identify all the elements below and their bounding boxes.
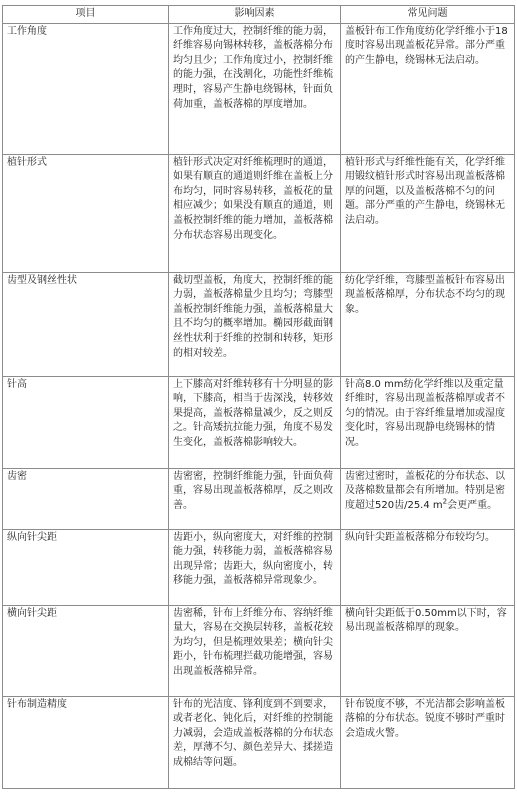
row-problem: 针布锐度不够，不光洁都会影响盖板落棉的分布状态。锐度不够时严重时会造成火警。 (341, 696, 515, 788)
row-item: 针布制造精度 (3, 696, 169, 788)
row-factor: 上下膝高对纤维转移有十分明显的影响，下膝高，相当于齿深浅，转移效果提高，盖板落棉量减少，反之则反之。针高矮抗拉能力强，角度不易发生变化，盖板落棉影响较大。 (169, 376, 341, 468)
row-item: 植针形式 (3, 154, 169, 272)
table-row (3, 154, 515, 272)
row-problem (341, 468, 515, 529)
row-problem-tail: 会更严重。 (447, 499, 498, 511)
row-problem: 植针形式与纤维性能有关，化学纤维用锻纹植针形式时容易出现盖板落棉厚的问题，以及盖板落棉不匀的问题。部分严重的产生静电，绕锡林无法启动。 (341, 154, 515, 272)
header-factors: 影响因素 (169, 6, 341, 24)
row-problem: 纺化学纤维，弯膝型盖板针布容易出现盖板落棉厚，分布状态不均匀的现象。 (341, 272, 515, 376)
row-factor: 截切型盖板，角度大，控制纤维的能力弱，盖板落棉量少且均匀；弯膝型盖板控制纤维能力强，盖板落棉量大且不均匀的概率增加。椭园形截面钢丝性状利于纤维的控制和转移，矩形的相对较差。 (169, 272, 341, 376)
row-item: 横向针尖距 (3, 605, 169, 696)
row-item: 纵向针尖距 (3, 529, 169, 605)
row-item: 针高 (3, 376, 169, 468)
row-item: 齿型及钢丝性状 (3, 272, 169, 376)
row-factor: 齿距小，纵向密度大，对纤维的控制能力强，转移能力弱，盖板落棉容易出现异常；齿距大，纵向密度小，转移能力强，盖板落棉异常现象少。 (169, 529, 341, 605)
row-problem-text: 齿密过密时，盖板花的分布状态、以及落棉数量都会有所增加。特别是密度超过520齿/25.4 m (345, 470, 505, 511)
row-problem: 盖板针布工作角度纺化学纤维小于18度时容易出现盖板花异常。部分严重的产生静电，绕锡林无法启动。 (341, 23, 515, 154)
superscript: 2 (442, 497, 448, 506)
row-factor: 齿密密，控制纤维能力强，针面负荷重，容易出现盖板落棉厚，反之则改善。 (169, 468, 341, 529)
row-problem: 纵向针尖距盖板落棉分布较均匀。 (341, 529, 515, 605)
table-header-row (3, 6, 515, 24)
table-row (3, 468, 515, 529)
table-row (3, 376, 515, 468)
table-row (3, 529, 515, 605)
row-item: 工作角度 (3, 23, 169, 154)
factor-problem-table (2, 5, 515, 789)
row-factor: 针布的光洁度、锋利度到不到要求，或者老化、钝化后，对纤维的控制能力减弱，会造成盖板落棉的分布状态差，厚薄不匀、颜色差异大、揉搓造成棉结等问题。 (169, 696, 341, 788)
table-row (3, 23, 515, 154)
row-factor: 工作角度过大，控制纤维的能力弱，纤维容易向锡林转移，盖板落棉分布均匀且少；工作角度过小，控制纤维的能力强，在浅割化，功能性纤维梳理时，容易产生静电绕锡林，针面负荷加重，盖板落棉的厚度增加。 (169, 23, 341, 154)
table-row (3, 696, 515, 788)
row-factor: 齿密稀，针布上纤维分布、容纳纤维量大，容易在交换层转移，盖板花较为均匀，但是梳理效果差；横向针尖距小，针布梳理拦截功能增强，容易出现盖板落棉异常。 (169, 605, 341, 696)
header-item: 项目 (3, 6, 169, 24)
row-item: 齿密 (3, 468, 169, 529)
row-factor: 植针形式决定对纤维梳理时的通道，如果有顺直的通道则纤维在盖板上分布均匀，同时容易转移，盖板花的量相应减少；如果没有顺直的通道，则盖板控制纤维的能力增加，盖板落棉分布状态容易出现变化。 (169, 154, 341, 272)
table-row (3, 272, 515, 376)
header-problems: 常见问题 (341, 6, 515, 24)
row-problem: 横向针尖距低于0.50mm以下时，容易出现盖板落棉厚的现象。 (341, 605, 515, 696)
row-problem: 针高8.0 mm纺化学纤维以及重定量纤维时，容易出现盖板落棉厚或者不匀的情况。由于容纤维量增加或湿度变化时，容易出现静电绕锡林的情况。 (341, 376, 515, 468)
table-row (3, 605, 515, 696)
